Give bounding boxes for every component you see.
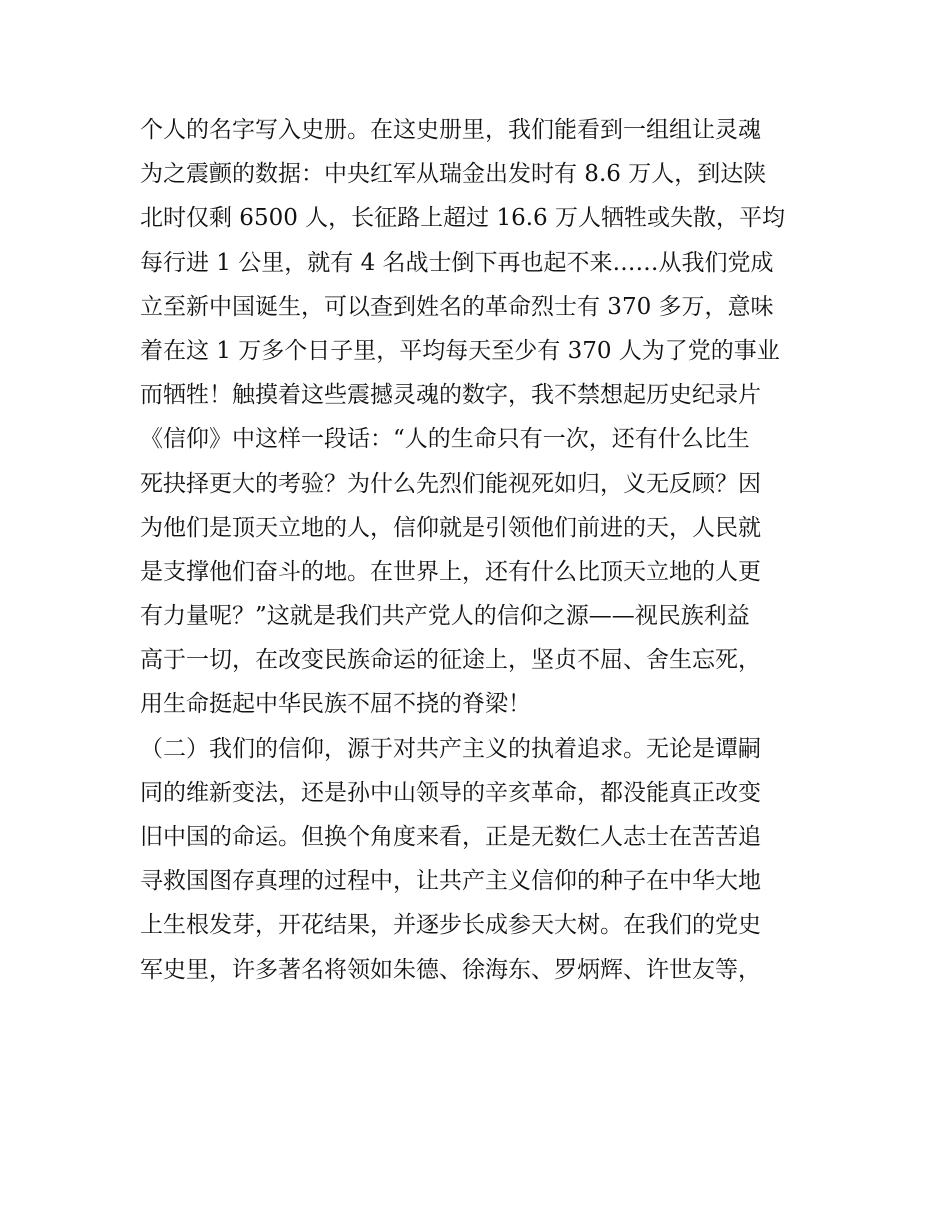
text-line: 上生根发芽，开花结果，并逐步长成参天大树。在我们的党史 (140, 912, 761, 939)
text-line: 用生命挺起中华民族不屈不挠的脊梁！ (140, 691, 531, 718)
text-line: 同的维新变法，还是孙中山领导的辛亥革命，都没能真正改变 (140, 779, 761, 806)
text-line: 北时仅剩 6500 人，长征路上超过 16.6 万人牺牲或失散，平均 (140, 205, 785, 232)
text-line: 为之震颤的数据：中央红军从瑞金出发时有 8.6 万人，到达陕 (140, 161, 767, 188)
text-line: 为他们是顶天立地的人，信仰就是引领他们前进的天，人民就 (140, 514, 761, 541)
text-line: 每行进 1 公里，就有 4 名战士倒下再也起不来……从我们党成 (140, 249, 774, 276)
text-line: 而牺牲！触摸着这些震撼灵魂的数字，我不禁想起历史纪录片 (140, 382, 761, 409)
text-line: 个人的名字写入史册。在这史册里，我们能看到一组组让灵魂 (140, 117, 761, 143)
text-line: 寻救国图存真理的过程中，让共产主义信仰的种子在中华大地 (140, 868, 761, 895)
text-line: 《信仰》中这样一段话：“人的生命只有一次，还有什么比生 (140, 426, 750, 453)
text-line: 军史里，许多著名将领如朱德、徐海东、罗炳辉、许世友等， (140, 956, 761, 983)
text-line: 立至新中国诞生，可以查到姓名的革命烈士有 370 多万，意味 (140, 293, 774, 320)
text-line: 高于一切，在改变民族命运的征途上，坚贞不屈、舍生忘死， (140, 647, 761, 674)
section-heading-line: （二）我们的信仰，源于对共产主义的执着追求。无论是谭嗣 (140, 735, 761, 762)
body-text (140, 108, 820, 992)
text-line: 死抉择更大的考验？为什么先烈们能视死如归，义无反顾？因 (140, 470, 761, 497)
text-line: 着在这 1 万多个日子里，平均每天至少有 370 人为了党的事业 (140, 337, 780, 364)
text-line: 是支撑他们奋斗的地。在世界上，还有什么比顶天立地的人更 (140, 558, 761, 585)
text-line: 有力量呢？”这就是我们共产党人的信仰之源——视民族利益 (140, 603, 750, 630)
text-line: 旧中国的命运。但换个角度来看，正是无数仁人志士在苦苦追 (140, 824, 761, 850)
